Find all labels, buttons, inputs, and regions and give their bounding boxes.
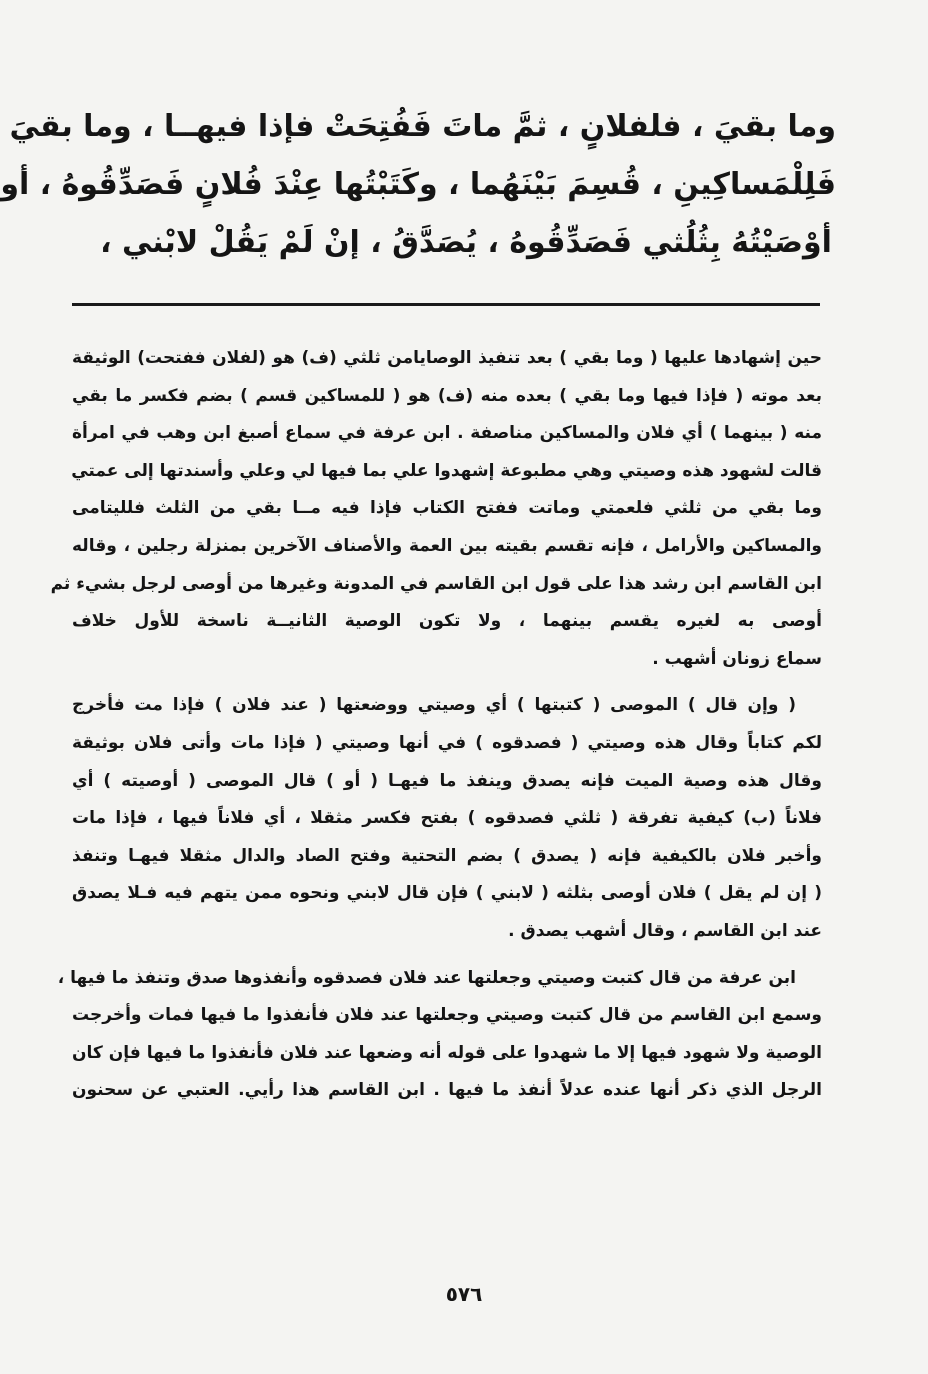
commentary-paragraph (50, 340, 822, 678)
commentary-line: سماع زونان أشهب . (652, 648, 822, 669)
commentary-block (50, 340, 822, 1110)
commentary-line: عند ابن القاسم ، وقال أشهب يصدق . (508, 920, 822, 941)
commentary-line: ابن عرفة من قال كتبت وصيتي وجعلتها عند فلان فصدقوه وأنفذوها صدق وتنفذ ما فيها ، (57, 967, 796, 988)
commentary-line: الوصية ولا شهود فيها إلا ما شهدوا على قوله أنه وضعها عند فلان فأنفذوا ما فيها فإن كان (72, 1042, 822, 1063)
commentary-line: ( إن لم يقل ) فلان أوصى بثلثه ( لابني ) فإن قال لابني ونحوه ممن يتهم فيه فـلا يصدق (72, 883, 822, 904)
matn-line: فَلِلْمَساكِينِ ، قُسِمَ بَيْنَهُما ، وكَتَبْتُها عِنْدَ فُلانٍ فَصَدِّقُوهُ ، أو (0, 167, 836, 202)
commentary-line: وسمع ابن القاسم من قال كتبت وصيتي وجعلتها عند فلان فأنفذوا ما فيها فمات وأخرجت (72, 1005, 822, 1026)
commentary-line: وما بقي من ثلثي فلعمتي وماتت ففتح الكتاب فإذا فيه مــا بقي من الثلث فلليتامى (72, 498, 822, 519)
commentary-paragraph (72, 687, 822, 950)
commentary-line: وقال هذه وصية الميت فإنه يصدق وينفذ ما فيهـا ( أو ) قال الموصى ( أوصيته ) أي (72, 770, 822, 791)
matn-text-block (0, 98, 836, 272)
paragraph-gap (72, 678, 822, 687)
commentary-line: ابن القاسم ابن رشد هذا على قول ابن القاسم في المدونة وغيرها من أوصى لرجل بشيء ثم (50, 573, 822, 594)
commentary-line: ( وإن قال ) الموصى ( كتبتها ) أي وصيتي ووضعتها ( عند فلان ) فإذا مت فأخرج (72, 695, 796, 716)
commentary-line: قالت لشهود هذه وصيتي وهي مطبوعة إشهدوا علي بما فيها لي وعلي وأسندتها إلى عمتي (71, 460, 822, 481)
separator-rule (72, 303, 820, 306)
commentary-line: الرجل الذي ذكر أنها عنده عدلاً أنفذ ما فيها . ابن القاسم هذا رأيي. العتبي عن سحنون (72, 1080, 822, 1101)
commentary-line: لكم كتاباً وقال هذه وصيتي ( فصدقوه ) في أنها وصيتي ( فإذا مات وأتى فلان بوثيقة (72, 732, 822, 753)
matn-line: وما بقيَ ، فلفلانٍ ، ثمَّ ماتَ فَفُتِحَتْ فإذا فيهــا ، وما بقيَ (9, 109, 836, 144)
page-number: ٥٧٦ (445, 1282, 483, 1306)
commentary-line: أوصى به لغيره يقسم بينهما ، ولا تكون الوصية الثانيــة ناسخة للأول خلاف (72, 611, 822, 632)
commentary-line: وأخبر فلان بالكيفية فإنه ( يصدق ) بضم التحتية وفتح الصاد والدال مثقلا فيهـا وتنفذ (72, 845, 822, 866)
paragraph-gap (72, 951, 822, 960)
commentary-line: بعد موته ( فإذا فيها وما بقي ) بعده منه (ف) هو ( للمساكين قسم ) بضم فكسر ما بقي (72, 385, 822, 406)
commentary-line: منه ( بينهما ) أي فلان والمساكين مناصفة . ابن عرفة في سماع أصبغ ابن وهب في امرأة (72, 423, 822, 444)
matn-line: أوْصَيْتُهُ بِثُلُثي فَصَدِّقُوهُ ، يُصَدَّقُ ، إنْ لَمْ يَقُلْ لابْني ، (100, 225, 832, 260)
commentary-line: والمساكين والأرامل ، فإنه تقسم بقيته بين العمة والأصناف الآخرين بمنزلة رجلين ، وقاله (72, 535, 822, 556)
commentary-line: فلاناً (ب) كيفية تفرقة ( ثلثي فصدقوه ) بفتح فكسر مثقلا ، أي فلاناً فيها ، فإذا مات (72, 808, 822, 829)
commentary-paragraph (57, 960, 822, 1110)
commentary-line: حين إشهادها عليها ( وما بقي ) بعد تنفيذ الوصايامن ثلثي (ف) هو (لفلان ففتحت) الوثيقة (72, 348, 822, 368)
